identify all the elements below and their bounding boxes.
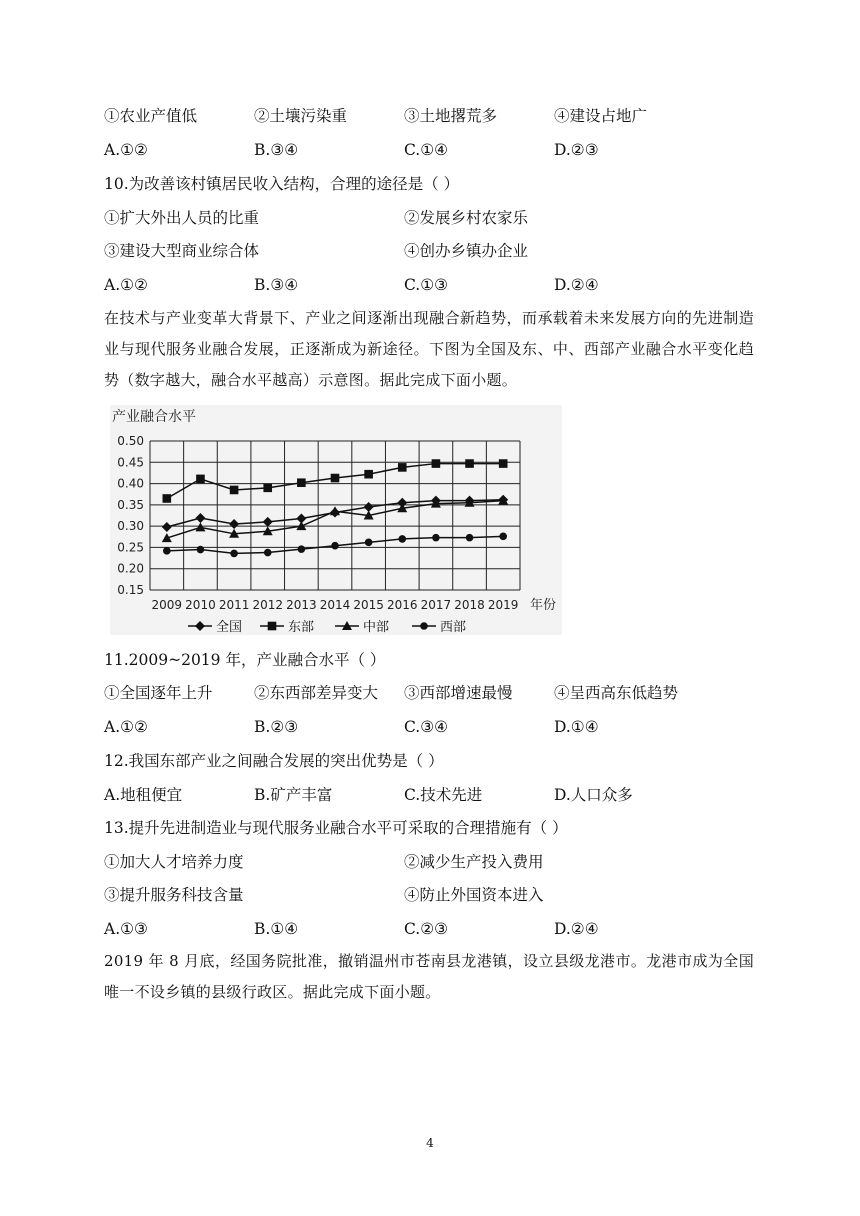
legend-marker bbox=[420, 622, 428, 630]
x-tick-label: 2017 bbox=[420, 598, 452, 612]
q13-answer-d: D.②④ bbox=[554, 920, 599, 938]
q9-option-1: ①农业产值低 bbox=[104, 107, 198, 125]
x-tick-label: 2012 bbox=[252, 598, 284, 612]
data-point-square bbox=[465, 459, 474, 468]
y-tick-label: 0.25 bbox=[117, 540, 144, 555]
q13-option-2: ②减少生产投入费用 bbox=[404, 853, 544, 871]
x-tick-label: 2013 bbox=[286, 598, 317, 612]
q13-option-3: ③提升服务科技含量 bbox=[104, 886, 244, 904]
q10-answer-b: B.③④ bbox=[254, 276, 299, 294]
x-tick-label: 2009 bbox=[151, 598, 183, 612]
data-point-square bbox=[364, 470, 373, 479]
data-point-square bbox=[230, 486, 239, 495]
q9-answer-b: B.③④ bbox=[254, 141, 299, 159]
intro-paragraph-2: 2019 年 8 月底，经国务院批准，撤销温州市苍南县龙港镇，设立县级龙港市。龙港市成为全国唯一不设乡镇的县级行政区。据此完成下面小题。 bbox=[104, 952, 754, 1001]
q11-option-1: ①全国逐年上升 bbox=[104, 684, 213, 702]
chart-ylabel: 产业融合水平 bbox=[112, 409, 196, 425]
data-point-circle bbox=[197, 546, 205, 554]
q13-stem: 13.提升先进制造业与现代服务业融合水平可采取的合理措施有（ ） bbox=[104, 819, 568, 837]
q13-answer-b: B.①④ bbox=[254, 920, 299, 938]
intro-paragraph-1: 在技术与产业变革大背景下、产业之间逐渐出现融合新趋势，而承载着未来发展方向的先进制造业与现代服务业融合发展，正逐渐成为新途径。下图为全国及东、中、西部产业融合水平变化趋势（数字越大，融合水平越高）示意图。据此完成下面小题。 bbox=[104, 309, 754, 389]
y-tick-label: 0.35 bbox=[117, 497, 144, 512]
x-tick-label: 2018 bbox=[454, 598, 485, 612]
data-point-circle bbox=[499, 533, 507, 541]
x-tick-label: 2015 bbox=[353, 598, 384, 612]
legend-label: 中部 bbox=[363, 620, 390, 635]
data-point-square bbox=[196, 475, 205, 484]
q10-option-1: ①扩大外出人员的比重 bbox=[104, 209, 260, 227]
data-point-circle bbox=[365, 539, 373, 547]
data-point-square bbox=[331, 474, 340, 483]
q10-stem: 10.为改善该村镇居民收入结构，合理的途径是（ ） bbox=[104, 175, 460, 193]
y-tick-label: 0.15 bbox=[117, 583, 144, 597]
legend-label: 西部 bbox=[440, 620, 467, 635]
q13-option-1: ①加大人才培养力度 bbox=[104, 853, 244, 871]
data-point-circle bbox=[230, 550, 238, 558]
data-point-circle bbox=[398, 535, 406, 543]
y-tick-label: 0.30 bbox=[117, 519, 144, 534]
q10-option-2: ②发展乡村农家乐 bbox=[404, 209, 529, 227]
data-point-square bbox=[297, 478, 306, 487]
data-point-square bbox=[263, 484, 272, 493]
data-point-circle bbox=[466, 534, 474, 542]
data-point-circle bbox=[298, 545, 306, 553]
q10-answer-d: D.②④ bbox=[554, 276, 599, 294]
q11-stem: 11.2009~2019 年，产业融合水平（ ） bbox=[104, 651, 386, 669]
data-point-circle bbox=[432, 534, 440, 542]
q11-option-4: ④呈西高东低趋势 bbox=[554, 684, 679, 702]
q12-answer-d: D.人口众多 bbox=[554, 786, 633, 804]
data-point-circle bbox=[264, 549, 272, 557]
q11-answer-b: B.②③ bbox=[254, 718, 299, 736]
q10-option-3: ③建设大型商业综合体 bbox=[104, 242, 260, 260]
q13-option-4: ④防止外国资本进入 bbox=[404, 886, 544, 904]
q12-answer-a: A.地租便宜 bbox=[104, 786, 183, 804]
x-tick-label: 2019 bbox=[487, 598, 519, 612]
q11-option-2: ②东西部差异变大 bbox=[254, 684, 379, 702]
q12-answer-c: C.技术先进 bbox=[404, 786, 483, 804]
q10-answer-a: A.①② bbox=[104, 276, 148, 294]
x-tick-label: 2014 bbox=[319, 598, 351, 612]
q11-option-3: ③西部增速最慢 bbox=[404, 684, 513, 702]
data-point-square bbox=[163, 494, 172, 503]
legend-marker bbox=[268, 622, 277, 631]
legend-label: 全国 bbox=[216, 620, 243, 635]
legend-label: 东部 bbox=[288, 620, 315, 635]
x-tick-label: 2010 bbox=[185, 598, 216, 612]
data-point-square bbox=[432, 459, 441, 468]
q11-answer-a: A.①② bbox=[104, 718, 148, 736]
x-tick-label: 2016 bbox=[386, 598, 418, 612]
q9-answer-c: C.①④ bbox=[404, 141, 449, 159]
data-point-square bbox=[499, 459, 508, 468]
q9-option-4: ④建设占地广 bbox=[554, 107, 648, 125]
q9-answer-a: A.①② bbox=[104, 141, 148, 159]
y-tick-label: 0.50 bbox=[117, 434, 144, 448]
y-tick-label: 0.40 bbox=[117, 476, 144, 491]
q11-answer-d: D.①④ bbox=[554, 718, 599, 736]
q10-answer-c: C.①③ bbox=[404, 276, 449, 294]
q11-answer-c: C.③④ bbox=[404, 718, 449, 736]
q9-answer-d: D.②③ bbox=[554, 141, 599, 159]
x-tick-label: 2011 bbox=[218, 598, 250, 612]
q9-option-3: ③土地撂荒多 bbox=[404, 107, 498, 125]
industry-fusion-chart bbox=[110, 405, 562, 635]
data-point-circle bbox=[331, 542, 339, 550]
data-point-square bbox=[398, 463, 407, 472]
y-tick-label: 0.45 bbox=[117, 455, 144, 470]
q10-option-4: ④创办乡镇办企业 bbox=[404, 242, 529, 260]
page-number: 4 bbox=[426, 1136, 434, 1150]
q13-answer-a: A.①③ bbox=[104, 920, 148, 938]
q12-answer-b: B.矿产丰富 bbox=[254, 786, 333, 804]
chart-xlabel: 年份 bbox=[530, 598, 557, 613]
y-tick-label: 0.20 bbox=[117, 561, 144, 576]
q13-answer-c: C.②③ bbox=[404, 920, 449, 938]
q12-stem: 12.我国东部产业之间融合发展的突出优势是（ ） bbox=[104, 752, 444, 770]
q9-option-2: ②土壤污染重 bbox=[254, 107, 348, 125]
data-point-circle bbox=[163, 547, 171, 555]
